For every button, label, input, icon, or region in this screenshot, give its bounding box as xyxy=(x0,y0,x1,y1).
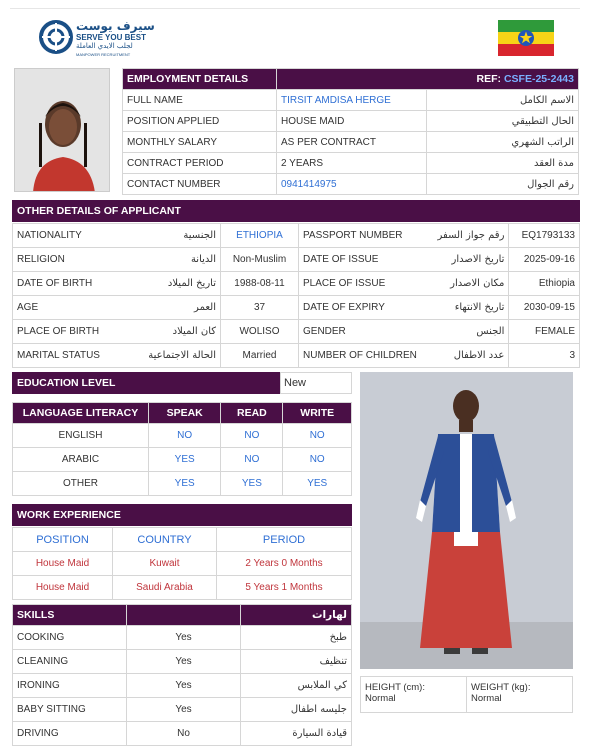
detail-label: NATIONALITY xyxy=(13,224,118,248)
language-skill-value: NO xyxy=(283,424,352,448)
work-country: Kuwait xyxy=(113,552,217,576)
employment-row xyxy=(123,111,579,132)
skill-name-arabic: تنظيف xyxy=(241,650,352,674)
other-details-row xyxy=(13,296,580,320)
height-value: Normal xyxy=(365,693,396,704)
work-row xyxy=(13,576,352,600)
detail-label: DATE OF ISSUE xyxy=(299,248,421,272)
employment-row xyxy=(123,90,579,111)
weight-label: WEIGHT (kg): xyxy=(471,682,531,693)
position-applied-arabic: الحال التطبيقي xyxy=(427,111,579,132)
skill-value: Yes xyxy=(127,698,241,722)
education-level-value: New xyxy=(280,372,352,394)
height-cell xyxy=(361,677,467,713)
detail-value: 1988-08-11 xyxy=(221,272,299,296)
detail-label-arabic: كان الميلاد xyxy=(118,320,221,344)
language-literacy-header: LANGUAGE LITERACY xyxy=(13,403,149,424)
detail-label: DATE OF BIRTH xyxy=(13,272,118,296)
employment-row xyxy=(123,153,579,174)
detail-value: 3 xyxy=(509,344,580,368)
detail-value: FEMALE xyxy=(509,320,580,344)
detail-value: 2030-09-15 xyxy=(509,296,580,320)
reference-value: CSFE-25-2443 xyxy=(503,73,574,85)
language-row xyxy=(13,424,352,448)
other-details-row xyxy=(13,320,580,344)
skill-name-arabic: جليسه اطفال xyxy=(241,698,352,722)
monthly-salary-arabic: الراتب الشهري xyxy=(427,132,579,153)
contact-number-arabic: رقم الجوال xyxy=(427,174,579,195)
ethiopia-flag-icon xyxy=(498,20,554,56)
other-details-table xyxy=(12,223,580,368)
skill-name: DRIVING xyxy=(13,722,127,746)
measurements-table xyxy=(360,676,573,713)
detail-label: NUMBER OF CHILDREN xyxy=(299,344,421,368)
skill-name: CLEANING xyxy=(13,650,127,674)
work-position: House Maid xyxy=(13,552,113,576)
detail-value: Non-Muslim xyxy=(221,248,299,272)
language-row xyxy=(13,472,352,496)
employment-details-table xyxy=(122,68,579,195)
work-position: House Maid xyxy=(13,576,113,600)
contract-period-arabic: مدة العقد xyxy=(427,153,579,174)
skill-name: IRONING xyxy=(13,674,127,698)
detail-label-arabic: تاريخ الاصدار xyxy=(421,248,509,272)
detail-label-arabic: عدد الاطفال xyxy=(421,344,509,368)
detail-value: ETHIOPIA xyxy=(221,224,299,248)
language-name: ENGLISH xyxy=(13,424,149,448)
employment-details-title: EMPLOYMENT DETAILS xyxy=(123,69,277,90)
height-label: HEIGHT (cm): xyxy=(365,682,425,693)
applicant-full-body-icon xyxy=(360,372,573,669)
position-applied-label: POSITION APPLIED xyxy=(123,111,277,132)
detail-label: AGE xyxy=(13,296,118,320)
write-header: WRITE xyxy=(283,403,352,424)
detail-label: PLACE OF BIRTH xyxy=(13,320,118,344)
skill-value: No xyxy=(127,722,241,746)
monthly-salary-value: AS PER CONTRACT xyxy=(277,132,427,153)
work-experience-title: WORK EXPERIENCE xyxy=(12,504,352,526)
language-skill-value: NO xyxy=(221,448,283,472)
logo-mark-icon xyxy=(38,19,74,55)
skill-row xyxy=(13,698,352,722)
full-name-label: FULL NAME xyxy=(123,90,277,111)
skill-name-arabic: طبخ xyxy=(241,626,352,650)
skill-name: COOKING xyxy=(13,626,127,650)
skills-header-blank xyxy=(127,605,241,626)
applicant-full-body-photo xyxy=(360,372,573,669)
detail-label: PASSPORT NUMBER xyxy=(299,224,421,248)
skills-title-arabic: لهارات xyxy=(241,605,352,626)
skill-row xyxy=(13,674,352,698)
logo-arabic-subtitle: لجلب الايدي العاملة xyxy=(76,42,133,50)
top-divider xyxy=(10,8,580,9)
logo-arabic-name: سيرف يوست xyxy=(76,19,155,33)
skill-value: Yes xyxy=(127,626,241,650)
skill-row xyxy=(13,650,352,674)
detail-value: Married xyxy=(221,344,299,368)
detail-label-arabic: الديانة xyxy=(118,248,221,272)
period-header: PERIOD xyxy=(217,528,352,552)
language-skill-value: YES xyxy=(149,448,221,472)
weight-value: Normal xyxy=(471,693,502,704)
other-details-row xyxy=(13,248,580,272)
language-skill-value: YES xyxy=(283,472,352,496)
employment-row xyxy=(123,132,579,153)
skill-value: Yes xyxy=(127,674,241,698)
detail-value: 2025-09-16 xyxy=(509,248,580,272)
language-name: ARABIC xyxy=(13,448,149,472)
detail-label-arabic: العمر xyxy=(118,296,221,320)
detail-label: DATE OF EXPIRY xyxy=(299,296,421,320)
contract-period-label: CONTRACT PERIOD xyxy=(123,153,277,174)
detail-value: Ethiopia xyxy=(509,272,580,296)
language-row xyxy=(13,448,352,472)
read-header: READ xyxy=(221,403,283,424)
company-logo xyxy=(38,19,158,59)
logo-subtitle: MANPOWER RECRUITMENT xyxy=(76,52,131,57)
speak-header: SPEAK xyxy=(149,403,221,424)
detail-label-arabic: تاريخ الميلاد xyxy=(118,272,221,296)
applicant-passport-photo xyxy=(14,68,110,192)
work-row xyxy=(13,552,352,576)
country-header: COUNTRY xyxy=(113,528,217,552)
skill-row xyxy=(13,722,352,746)
detail-label-arabic: الحالة الاجتماعية xyxy=(118,344,221,368)
other-details-title: OTHER DETAILS OF APPLICANT xyxy=(12,200,580,222)
reference-cell xyxy=(277,69,579,90)
skill-name: BABY SITTING xyxy=(13,698,127,722)
detail-label: PLACE OF ISSUE xyxy=(299,272,421,296)
work-period: 2 Years 0 Months xyxy=(217,552,352,576)
language-skill-value: NO xyxy=(283,448,352,472)
education-level-title: EDUCATION LEVEL xyxy=(12,372,280,394)
detail-label-arabic: الجنس xyxy=(421,320,509,344)
logo-english-name: SERVE YOU BEST xyxy=(76,33,146,42)
language-skill-value: NO xyxy=(221,424,283,448)
other-details-row xyxy=(13,344,580,368)
skill-name-arabic: قيادة السيارة xyxy=(241,722,352,746)
full-name-arabic: الاسم الكامل xyxy=(427,90,579,111)
detail-label-arabic: مكان الاصدار xyxy=(421,272,509,296)
detail-label-arabic: تاريخ الانتهاء xyxy=(421,296,509,320)
employment-row xyxy=(123,174,579,195)
detail-value: EQ1793133 xyxy=(509,224,580,248)
skill-value: Yes xyxy=(127,650,241,674)
skills-title: SKILLS xyxy=(13,605,127,626)
reference-label: REF: xyxy=(476,73,502,85)
other-details-row xyxy=(13,272,580,296)
monthly-salary-label: MONTHLY SALARY xyxy=(123,132,277,153)
skill-row xyxy=(13,626,352,650)
language-skill-value: YES xyxy=(149,472,221,496)
position-header: POSITION xyxy=(13,528,113,552)
skills-table xyxy=(12,604,352,746)
weight-cell xyxy=(467,677,573,713)
contact-number-value[interactable]: 0941414975 xyxy=(277,174,427,195)
language-literacy-table xyxy=(12,402,352,496)
language-skill-value: YES xyxy=(221,472,283,496)
detail-label-arabic: رقم جواز السفر xyxy=(421,224,509,248)
full-name-value: TIRSIT AMDISA HERGE xyxy=(277,90,427,111)
detail-label: RELIGION xyxy=(13,248,118,272)
detail-value: WOLISO xyxy=(221,320,299,344)
work-experience-table xyxy=(12,527,352,600)
detail-label: MARITAL STATUS xyxy=(13,344,118,368)
skill-name-arabic: كي الملابس xyxy=(241,674,352,698)
contract-period-value: 2 YEARS xyxy=(277,153,427,174)
other-details-row xyxy=(13,224,580,248)
work-period: 5 Years 1 Months xyxy=(217,576,352,600)
contact-number-label: CONTACT NUMBER xyxy=(123,174,277,195)
applicant-portrait-icon xyxy=(15,69,110,192)
position-applied-value: HOUSE MAID xyxy=(277,111,427,132)
detail-label: GENDER xyxy=(299,320,421,344)
detail-label-arabic: الجنسية xyxy=(118,224,221,248)
detail-value: 37 xyxy=(221,296,299,320)
language-skill-value: NO xyxy=(149,424,221,448)
language-name: OTHER xyxy=(13,472,149,496)
work-country: Saudi Arabia xyxy=(113,576,217,600)
